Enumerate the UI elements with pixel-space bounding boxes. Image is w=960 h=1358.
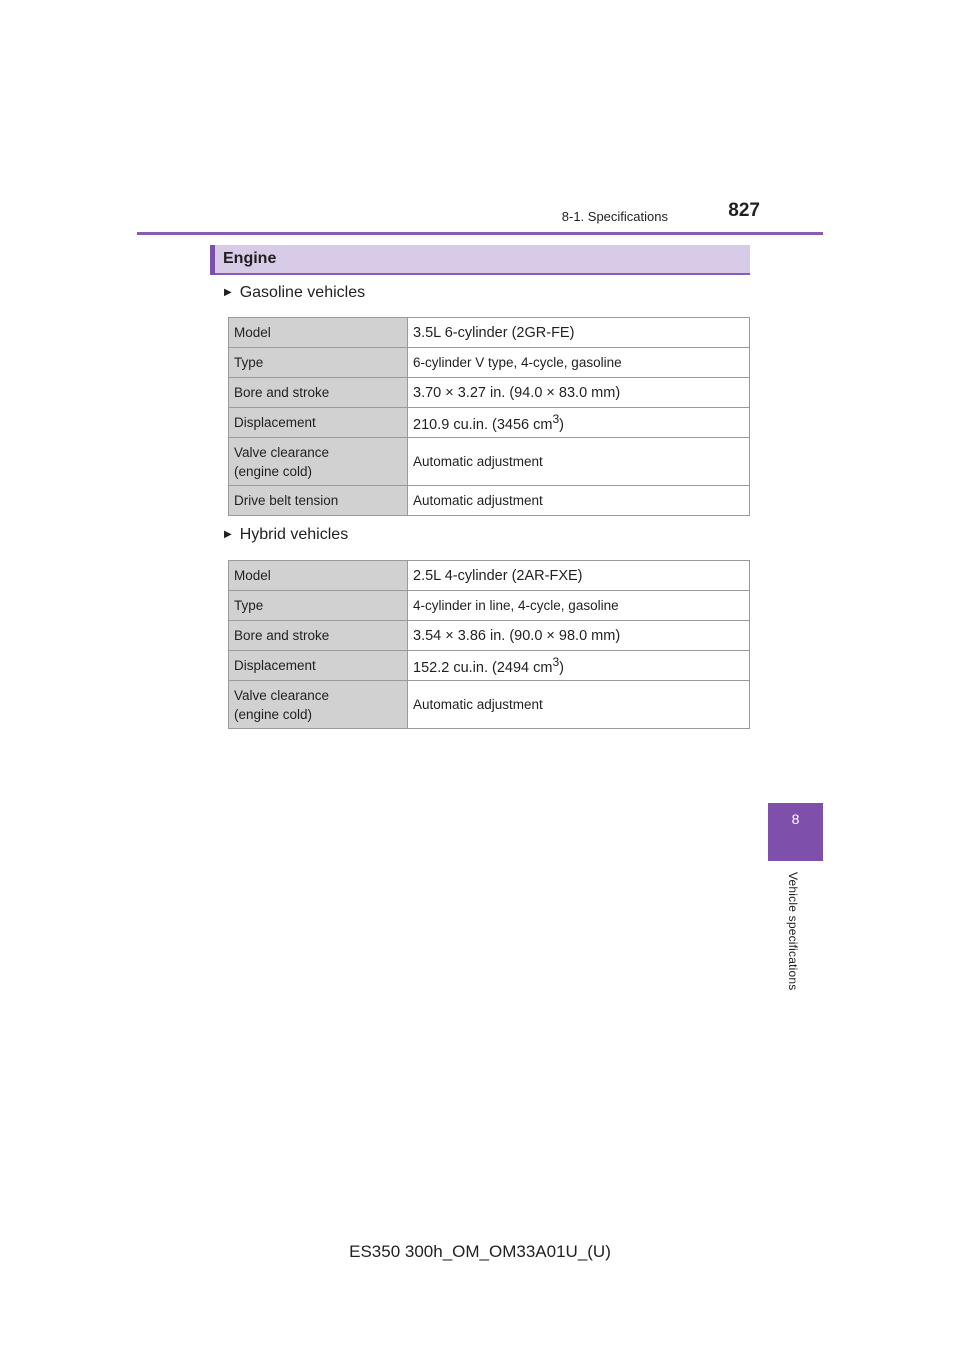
table-row (229, 486, 750, 516)
running-header-section: 8-1. Specifications (561, 209, 668, 224)
spec-value (408, 408, 750, 438)
spec-key: Type (229, 591, 408, 621)
spec-value: 2.5L 4-cylinder (2AR-FXE) (408, 561, 750, 591)
spec-value: 4-cylinder in line, 4-cycle, gasoline (408, 591, 750, 621)
spec-key: Type (229, 348, 408, 378)
triangle-bullet-icon: ▶ (224, 529, 232, 540)
spec-value-end: ) (559, 659, 565, 676)
table-row (229, 621, 750, 651)
spec-key (229, 438, 408, 486)
spec-key (229, 681, 408, 729)
triangle-bullet-icon: ▶ (224, 287, 232, 298)
spec-value: Automatic adjustment (408, 438, 750, 486)
section-accent-stripe (210, 245, 215, 275)
spec-value: 3.54 × 3.86 in. (90.0 × 98.0 mm) (408, 621, 750, 651)
spec-key-line: (engine cold) (234, 463, 313, 479)
spec-key-line: (engine cold) (234, 706, 313, 722)
page-number: 827 (728, 200, 760, 221)
spec-key: Model (229, 561, 408, 591)
table-row (229, 378, 750, 408)
hybrid-heading-label: Hybrid vehicles (239, 526, 349, 543)
header-divider (137, 232, 823, 235)
hybrid-heading (224, 526, 348, 544)
spec-value: 3.5L 6-cylinder (2GR-FE) (408, 318, 750, 348)
spec-key-line: Valve clearance (234, 687, 330, 703)
section-heading-bar (210, 245, 750, 275)
spec-key: Drive belt tension (229, 486, 408, 516)
table-row (229, 438, 750, 486)
spec-key: Bore and stroke (229, 621, 408, 651)
spec-value-main: 152.2 cu.in. (2494 cm (413, 659, 553, 676)
spec-key: Displacement (229, 408, 408, 438)
spec-key: Bore and stroke (229, 378, 408, 408)
table-row (229, 408, 750, 438)
spec-value (408, 651, 750, 681)
spec-value-superscript: 3 (552, 655, 560, 670)
spec-key: Model (229, 318, 408, 348)
chapter-tab (768, 803, 823, 861)
table-row (229, 681, 750, 729)
spec-value-superscript: 3 (552, 412, 560, 427)
spec-value: 3.70 × 3.27 in. (94.0 × 83.0 mm) (408, 378, 750, 408)
spec-value: Automatic adjustment (408, 681, 750, 729)
table-row (229, 348, 750, 378)
gasoline-heading-label: Gasoline vehicles (239, 284, 366, 301)
gasoline-spec-table (228, 317, 750, 516)
document-code: ES350 300h_OM_OM33A01U_(U) (349, 1242, 611, 1261)
chapter-label: Vehicle specifications (786, 872, 800, 991)
spec-value-main: 210.9 cu.in. (3456 cm (413, 416, 553, 433)
gasoline-heading (224, 284, 365, 302)
spec-key-line: Valve clearance (234, 444, 330, 460)
table-row (229, 318, 750, 348)
chapter-number: 8 (791, 811, 800, 827)
table-row (229, 651, 750, 681)
spec-key: Displacement (229, 651, 408, 681)
table-row (229, 591, 750, 621)
section-title: Engine (223, 250, 277, 267)
spec-value: Automatic adjustment (408, 486, 750, 516)
hybrid-spec-table (228, 560, 750, 729)
spec-value-end: ) (559, 416, 565, 433)
spec-value: 6-cylinder V type, 4-cycle, gasoline (408, 348, 750, 378)
table-row (229, 561, 750, 591)
